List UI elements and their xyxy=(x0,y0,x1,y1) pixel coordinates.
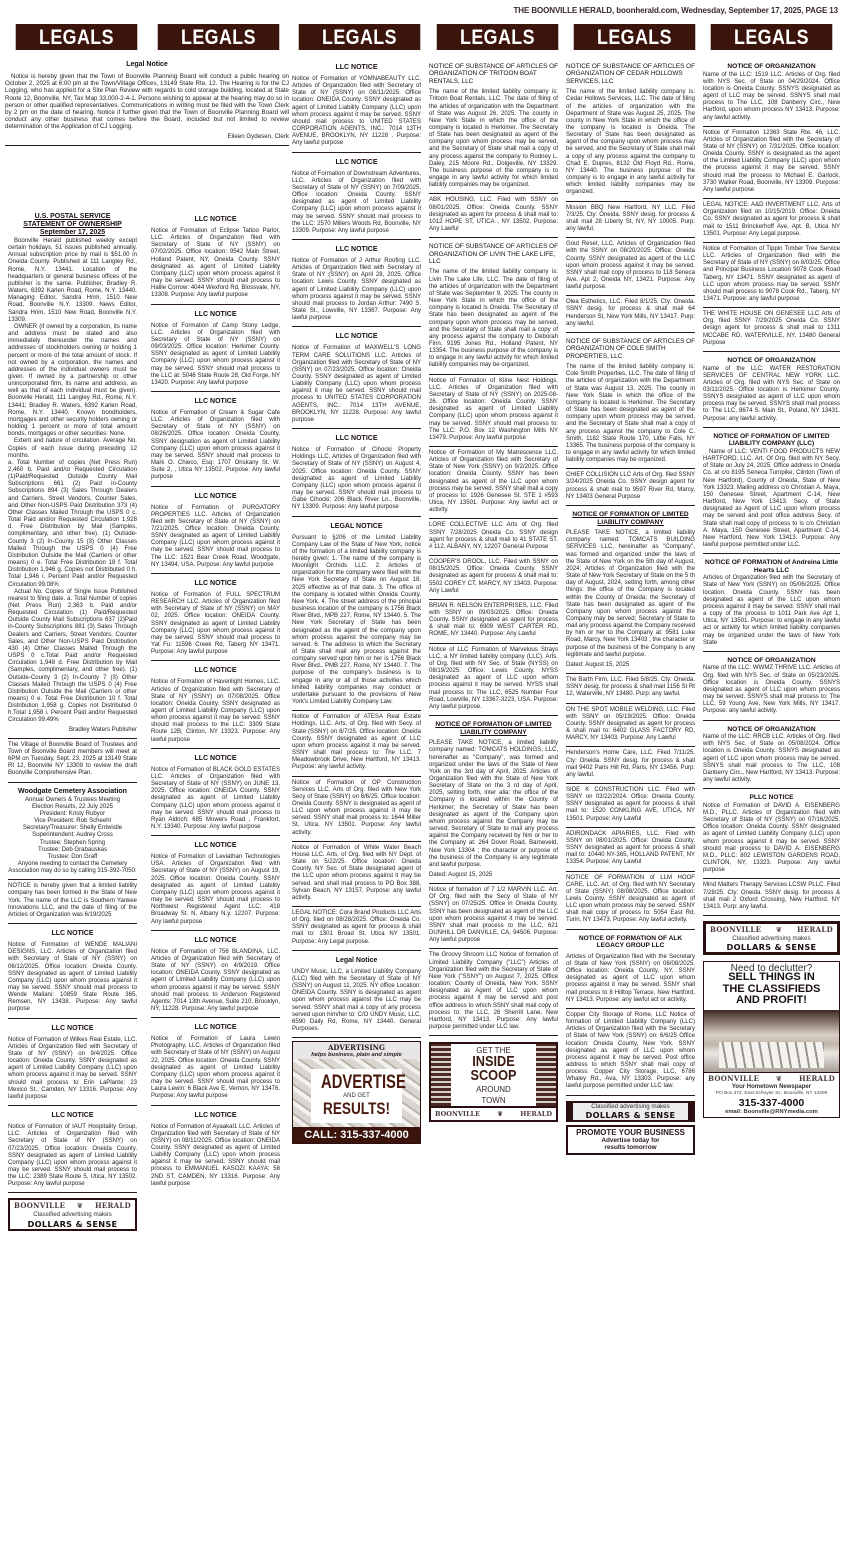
formation-notice xyxy=(566,930,695,1009)
llc-notice xyxy=(151,661,280,748)
notice-title: LLC NOTICE xyxy=(194,667,237,675)
llc-notice xyxy=(292,153,421,240)
declutter-ad[interactable] xyxy=(703,961,840,1118)
notice-body: Notice of LLC Formation of Marvelous Strays LLC, a NY limited liability company (LLC). Arts. of Org. filed with NY Sec. of State (NYSS) on 08/19/2025. Office: Lewis County. NYSS designated as agent of LLC upon whom process against it may be served. NYSS shall mail process to: The LLC, 6525 Number Four Road, Lowville, NY 13367-3223, USA. Purpose: Any lawful purpose. xyxy=(429,646,558,710)
notice-body: Notice of Formation of IAUT Hospitality Group, LLC. Articles of Organization filed with Secretary of State of NY (SSNY) on 07/23/2025. Office location: Oneida County. SSNY designated as agent of Limited Liability Company (LLC) upon whom process against it may be served. SSNY should mail process to the LLC: 2389 State Route 5, Utica, NY 13502. Purpose: Any lawful purpose xyxy=(8,1124,137,1188)
llc-notice xyxy=(292,327,421,429)
notice-body: PLEASE TAKE NOTICE, a limited liability company named: TOMCATS BUILDING SERVICES LLC, hereinafter as "Company", was formed and organized under the laws of the State of New York on the 5th day of August, 2024; Articles of Organization filed with the State of New York Secretary of State on the 5 th day of August, 2024, setting forth, among other things: the office of the Company is located within the County of Oneida; the Secretary of State has been designated as agent of the Company upon whom process against the Company may be served; Secretary of State to mail any process against the Company received by him or her to the Company at: 9581 Luke Road, Marcy, New York 13403 ; the character or purpose of the business of the Company is any legitimate and lawful purpose. xyxy=(566,530,695,658)
money-photo xyxy=(704,1010,839,1072)
ad-subline: AND GET xyxy=(343,1093,370,1100)
llc-notice xyxy=(429,556,558,600)
village-board-notice xyxy=(8,739,137,783)
southern-yankee-notice xyxy=(8,880,137,924)
notice-title: LLC NOTICE xyxy=(194,1024,237,1032)
notice-body: Notice of Formation of Kline Nest Holdings, LLC. Articles of Organization filed with Secretary of State of NY (SSNY) on 2025-08-26. Office location: Oneida County. SSNY designated as agent of Limited Liability Company (LLC) upon whom process against it may be served. SSNY should mail process to: The LLC: P.O. Box 12 Washington Mills NY 13479. Purpose: Any lawful purpose xyxy=(429,377,558,441)
ad-sub-italic: plain and simple xyxy=(356,1052,402,1059)
notice-title: LLC NOTICE xyxy=(194,216,237,223)
notice-title: LLC NOTICE xyxy=(335,158,378,166)
llc-notice xyxy=(429,375,558,447)
column-6 xyxy=(703,58,840,1558)
notice-body: Notice of Formation of BLACK GOLD ESTATES LLC. Articles of Organization filed with Secretary of State of NY (SSNY) on JUNE 13, 2025. Office location: ONEIDA County. SSNY designated as agent of Limited Liability Company (LLC) upon whom process against it may be served. SSNY should mail process to Ryan Aldrich: 685 Mowers Road , Frankfort, N.Y. 13340. Purpose: Any lawful purpose xyxy=(151,766,280,830)
notice-title: NOTICE OF ORGANIZATION xyxy=(727,63,816,70)
llc-notice xyxy=(566,828,695,872)
llc-notice xyxy=(8,1019,137,1106)
section-band: LEGALS xyxy=(299,24,421,50)
notice-title: LLC NOTICE xyxy=(51,1024,94,1032)
notice-body: UNDY Music, LLC, a Limited Liability Company (LLC) filed with the Secretary of State of NY (SSNY) on August 11, 2025. NY office Location: ONEIDA County. SSNY is designated as agent upon whom process against the LLC may be served. SSNY shall mail a copy of any process served upon him/her to: C/O UNDY Music, LLC, 6590 Daily Rd, Rome, NY 13440. General Purposes. xyxy=(292,968,421,1033)
substance-notice xyxy=(566,333,695,469)
notice-title: LLC NOTICE xyxy=(51,930,94,938)
notice-body: SIDE K CONSTRUCTION LLC. Filed with SSNY on 03/22/2024. Office: Oneida County. SSNY designated as agent for process & shall mail to: 1520 CONKLING AVE, UTICA, NY 13501. Purpose: Any Lawful xyxy=(566,786,695,822)
llc-notice xyxy=(151,305,280,392)
notice-date: Dated: August 15, 2025 xyxy=(566,661,630,668)
notice-body: Name of the LLC: WWMZ THRIVE LLC. Articles of Org. filed with NYS Sec. of State on 05/23/2025. Office location is Oneida County. SSNYS designated as agent of LLC upon whom process may be served. SSNYS shall mail process to: The LLC, 59 Young Ave, New York Mills, NY 13417. Purpose: any lawful activity. xyxy=(703,665,840,715)
pllc-notice xyxy=(703,789,840,879)
promote-business-ad[interactable] xyxy=(566,1125,695,1155)
notice-body: Notice of Formation of Cream & Sugar Cafe LLC. Articles of Organization filed with Secretary of State of NY (SSNY) on 08/26/2025. Office location: Oneida County. SSNY designation as agent of Limited Liability Company (LLC) upon whom process against it may be served. SSNY should mail process to Mark O. Chieco, Esq: 1707 Oriskany St. W. Suite 2, , Utica NY 13502. Purpose: Any lawful purpose xyxy=(151,409,280,481)
notice-title: Legal Notice xyxy=(335,956,378,964)
formation-notice xyxy=(703,428,840,554)
notice-body: The name of the limited liability company is: Livin The Lake Life, LLC. The date of filing of the articles of organization with the Department of State was September 9, 2025. The county in New York State in which the office of the company is located is Oneida. The Secretary of State has been designated as agent of the company upon whom process may be served, and the Secretary of State shall mail a copy of any process against the company to Deborah Finn, 9195 Jones Rd., Holland Patent, NY 13354. The business purpose of the company is to engage in any lawful activity for which limited liability companies may be organized. xyxy=(429,269,558,369)
notice-title: PLLC NOTICE xyxy=(749,794,794,802)
ad-line: Classified advertising makes xyxy=(33,1211,112,1219)
postal-p2: OWNER (if owned by a corporation, its name and address must be stated and also immediately thereunder the names and addresses of stockholders owning or holding 1 percent or more of the total amount of stock. If not owned by a corporation, the names and addresses of the individual owners must be given. If owned by a partnership or other unincorporated firm, its name and address, as well as that of each individual must be given). Boonville Herald, 111 Langley Rd., Rome, N.Y. 13441; Bradley R. Waters, 6392 Karlen Road, Rome, N.Y. 13440. Known bondholders, mortgages and other security holders owning or holding 1 percent or more of total amount bonds, mortgages or other securities: None. xyxy=(8,323,137,438)
column-4 xyxy=(429,58,558,1558)
notice-title: LLC NOTICE xyxy=(194,1111,237,1119)
notice-body: ABK HOUSING, LLC. Filed with SSNY on 08/01/2025. Office: Oneida County. SSNY designated as agent for process & shall mail to: 1012 HOPE ST, UTICA , NY 13502. Purpose: Any Lawful xyxy=(429,197,558,233)
llc-notice xyxy=(292,907,421,951)
notice-body: Pursuant to §206 of the Limited Liability Company Law of the State of New York, notice of the formation of a limited liability company is hereby given: 1. The name of the company is Moonlight Orchids LLC. 2. Articles of organization for the company were filed with the New York Secretary of State on August 18, 2025 effective as of that date. 3. The office of the company is located within Oneida County, New York. 4. The street address of the principal business location of the company is 1756 Black River Blvd., MPB 227, Rome, NY 13440. 5. The New York Secretary of State has been designated as the agent of the company upon whom process against the company may be served. 6. The address to which the Secretary of State shall mail any process against the company served upon him or her is 1756 Black River Blvd., PMB 227, Rome, NY 13440. 7. The purpose of the company's business is to engage in any or all of those activities which limited liability companies may conduct or undertake pursuant to the provisions of New York's Limited Liability Company Law. xyxy=(292,534,421,706)
section-band: LEGALS xyxy=(711,24,833,50)
notice-title: LLC NOTICE xyxy=(194,397,237,405)
notice-body: Notice of Formation of White Water Beach House LLC. Arts. of Org. filed with NY Dept. of State on 5/22/25. Office location: Oneida County. NY Sec. of State designated agent of the LLC upon whom process against it may be served, and shall mail process to PO Box 388, Sylvan Beach, NY 13157. Purpose: any lawful activity. xyxy=(292,844,421,901)
organization-notice xyxy=(703,721,840,790)
notice-title: NOTICE OF SUBSTANCE OF ARTICLES OF ORGANIZATION OF CEDAR HOLLOWS SERVICES, LLC xyxy=(566,63,695,85)
logo-left: BOONVILLE xyxy=(14,1201,66,1211)
llc-notice xyxy=(703,308,840,352)
cemetery-line: Annual Owners & Trustees Meeting xyxy=(24,796,121,803)
logo-left: BOONVILLE xyxy=(710,925,762,935)
column-1 xyxy=(8,210,137,1560)
ad-line: AROUND xyxy=(476,1085,511,1095)
ad-headline: ADVERTISE xyxy=(321,1072,406,1094)
cemetery-line: Election Results, 22 July 2025 xyxy=(31,803,113,810)
ad-headline: INSIDE xyxy=(472,1053,515,1071)
ad-phone[interactable]: CALL: 315-337-4000 xyxy=(293,1127,420,1143)
ad-headline: PROMOTE YOUR BUSINESS xyxy=(576,1127,685,1137)
llc-notice xyxy=(292,429,421,516)
llc-notice xyxy=(429,519,558,556)
cemetery-line: Trustee: Deb Grabauskas xyxy=(37,846,107,853)
notice-title: LLC NOTICE xyxy=(194,579,237,587)
notice-body: Notice of Formation of Tippin Timber Tree Service LLC. Articles of Organization filed with the Secretary of State of NY (SSNY) on 8/03/25. Office and Principal Business Location 9078 Cook Road Taberg, NY 13471. SSNY designated as agent of LLC upon whom process may be served. SSNY should mail process to 9078 Cook Rd., Taberg, NY 13471. Purpose: any lawful purpose xyxy=(703,245,840,302)
scoop-panel xyxy=(429,1042,558,1108)
dollars-sense-ad[interactable] xyxy=(703,921,840,955)
notice-body: Mind Matters Therapy Services LCSW PLLC. Filed 7/28/25. Cty: Oneida. SSNY desig. for process & shall mail 2 Oxford Crossing, New Hartford, NY 13413. Purp: any lawful. xyxy=(703,882,840,910)
postal-p4: a. Total Number of copies (Net Press Run) 2,460 b. Paid and/or Requested Circulation (1)Paid/Requested Outside County Mail Subscriptions 661 (2) Paid in-County Subscriptions 894 (3) Sales Through Dealers and Carriers, Street Vendors, Counter Sales, and Other Non-USPS Paid Distribution 373 (4) Other Classes Mailed Through the USPS 0 c. Total Paid and/or Requested Circulation 1,928 d. Free Distribution by Mail (Samples, complimentary, and other free). (1) Outside-County 3 (2) In-County 15 (3) Other Classes Mailed Through the USPS 0 (4) Free Distribution Outside the Mail (Carriers or other means) 0 e. Total Free Distribution 18 f. Total Distribution 1,946 g. Copies not Distributed 0 h. Total 1,946 i. Percent Paid and/or Requested Circulation 99.08% xyxy=(8,459,137,588)
notice-title: LLC NOTICE xyxy=(51,1112,94,1120)
notice-body: Notice of Formation of J Arthur Roofing LLC. Articles of Organization filed with Secretary of State of NY (SSNY) on April 28, 2025. Office location: Lewis County. SSNY designated as agent of Limited Liability Company (LLC) upon whom process against it may be served. SSNY should mail process to Jordan Arthur: 7490 S. State St., Lowville, NY 13367. Purpose: Any lawful purpose xyxy=(292,257,421,322)
notice-body: Notice of Formation of Havenlight Homes, LLC. Articles of Organization filed with Secretary of State of NY (SSNY) on 07/08/2025. Office location: Oneida County. SSNY designated as agent of Limited Liability Company (LLC) upon whom process against it may be served. SSNY should mail process to the LLC: 3309 State Route 12B, Clinton, NY 13323. Purpose: Any lawful purpose xyxy=(151,679,280,743)
notice-body: Name of the LLC: WATER RESTORATION SERVICES OF CENTRAL NEW YORK LLC. Articles of Org. filed with NYS Sec. of State on 03/11/2025. Office location is Herkimer County. SSNYS designated as agent of LLC upon whom process may be served. SSNYS shall mail process to: The LLC, 8674 S. Main St., Poland, NY 13431. Purpose: any lawful activity. xyxy=(703,365,840,422)
inside-scoop-ad[interactable] xyxy=(429,1042,558,1122)
notice-signature: Eileen Gydesen, Clerk xyxy=(227,132,289,140)
notice-body: Notice of Formation 12363 State Rte. 46, LLC. Articles of Organization filed with the Secretary of State of NY (SSNY) on 7/31/2025. Office location: Oneida County. SSNY is designated as the agent of the Limited Liability Company (LLC) upon whom the process against it may be served. SSNY should mail the process to Michael E. Garlock, 3730 Walker Road, Boonville, NY 13309. Purpose: Any lawful purpose xyxy=(703,129,840,193)
postal-title-1: U.S. POSTAL SERVICE xyxy=(34,213,111,220)
notice-body: NOTICE OF FORMATION of LLM HOOF CARE, LLC. Art. of Org. filed with NY Secretary of State (SSNY) 08/08/2025. Office location: Lewis County. SSNY designated as agent of LLC upon whom process may be served. SSNY shall mail copy of process to: 5054 East Rd, Turin, NY 13473. Purpose: Any lawful activity. xyxy=(566,874,695,924)
notice-body: Notice of Formation of My Matrescence LLC. Articles of Organization filed with Secretary of State of New York (SSNY) on 9/2/2025. Office location: Oneida County. SSNY has been designated as agent of the LLC upon whom process may be served. SSNY shall mail a copy of process to: 1926 Genesee St. STE 1 #593 Utica, NY 13501. Purpose: Any lawful act or activity. xyxy=(429,450,558,514)
notice-body: Notice of Formation of PURGATORY PROPERTIES LLC. Articles of Organization filed with Secretary of State of NY (SSNY) on 7/21/2025. Office location: Oneida County. SSNY designated as agent of Limited Liability Company (LLC) upon whom process against it may be served. SSNY should mail process to The LLC: 1521 Bear Creek Road, Woodgate, NY 13494, USA. Purpose: Any lawful purpose xyxy=(151,504,280,568)
village-board-text: The Village of Boonville Board of Trustees and Town of Boonville Board members will meet at 6PM on Tuesday, Sept. 23, 2025 at 13149 State Rt 12, Boonville NY 13309 to review the draft Boonville Comprehensive Plan. xyxy=(8,741,137,777)
southern-yankee-text: NOTICE is hereby given that a limited liability company has been formed in the State of New York. The name of the LLC is Southern Yankee Innovations LLC, and the date of filing of the Articles of Organization was 6/19/2025 xyxy=(8,883,137,918)
ad-headline: DOLLARS & SENSE xyxy=(27,1218,118,1229)
money-image xyxy=(293,1059,420,1127)
legal-notice xyxy=(292,951,421,1038)
ad-phone[interactable]: 315-337-4000 xyxy=(738,1097,805,1109)
llc-notice xyxy=(703,879,840,916)
notice-body: Notice of Formation of Camp Stony Ledge, LLC. Articles of Organization filed with Secretary of State of NY (SSNY) on 09/03/2025. Office location: Herkimer County. SSNY designated as agent of Limited Liability Company (LLC) upon whom process against it may be served. SSNY should mail process to the LLC at: 5046 State Route 28, Old Forge, NY 13420. Purpose: Any lawful purpose xyxy=(151,322,280,386)
notice-title: LLC NOTICE xyxy=(335,64,378,71)
notice-body: PLEASE TAKE NOTICE, a limited liability company named: TOMCATS HOLDINGS, LLC, hereinafter as "Company", was formed and organized under the laws of the State of New York on the 3rd day of April, 2025. Articles of Organization filed with the State of New York Secretary of State on the 3 rd day of April, 2025, setting forth, inter alia: the office of the Company is located within the County of Herkimer; the Secretary of State has been designated as agent of the Company upon whom process against the Company may be served; Secretary of State to mail any process against the Company received by him or her to the Company at: 264 Dover Road, Barneveld, New York 13304 ; the character or purpose of the business of the Company is any legitimate and lawful purpose. xyxy=(429,740,558,868)
notice-title: LLC NOTICE xyxy=(194,936,237,944)
building-icon xyxy=(431,1044,451,1106)
notice-title: Legal Notice xyxy=(126,61,168,68)
notice-date: Dated: August 15, 2025 xyxy=(429,872,493,878)
logo-left: BOONVILLE xyxy=(435,1110,481,1119)
section-band: LEGALS xyxy=(574,24,696,50)
notice-body: Notice of Formation of Cihocki Property Holdings LLC. Articles of Organization filed with Secretary of State of NY (SSNY) on August 4, 2025. Office location: Oneida County. SSNY designated as agent of Limited Liability Company (LLC) upon whom process against it may be served. SSNY should mail process to Gabe Cihocki: 206 Black River Ln., Boonville, NY 13309. Purpose: Any lawful purpose xyxy=(292,447,421,511)
cemetery-line: Superintendent: Audrey Cross xyxy=(32,832,113,839)
notice-body: Name of LLC: VENTI FOOD PRODUCTS NEW HARTFORD, LLC. Art. Of Org. filed with NY Secy. of State on July 24, 2025. Office address in Oneida Co. at c/o 8195 Seneca Turnpike, Clinton (Town of New Hartford), County of Oneida, State of New York 13323. Mailing address c/o Christian A. Maya, 150 Genesee Street, Apartment C-14, New Hartford, New York 13413. Secy. of State designated as Agent of LLC upon whom process may be served and post office address Secy. of State shall mail copy of process to is c/o Christian A. Maya, 150 Genesee Street, Apartment C-14, New Hartford, New York 13413. Purpose: Any lawful purpose permitted under LLC. xyxy=(703,448,840,548)
substance-notice xyxy=(429,58,558,194)
notice-body: Name of the LLC: RRCB LLC. Articles of Org. filed with NYS Sec. of State on 05/08/2024. Office location is Oneida County. SSNYS designated as agent of LLC upon whom process may be served. SSNYS shall mail process to The LLC, 108 Danberry Circ., New Hartford, NY 13413. Purpose: any lawful activity. xyxy=(703,734,840,784)
organization-notice xyxy=(703,652,840,721)
logo-right: HERALD xyxy=(797,925,833,935)
llc-notice xyxy=(151,749,280,836)
notice-title: NOTICE OF ORGANIZATION xyxy=(727,725,816,733)
notice-body: The name of the limited liability company is: Cedar Hollows Services, LLC. The date of filing of the articles of organization with the Department of State was August 25, 2025. The county in New York State in which the office of the company is located is Oneida. The Secretary of State has been designated as agent of the company upon whom process may be served, and the Secretary of State shall mail a copy of any process against the company to Chad E. Dupres, 8132 Old Floyd Rd., Rome, NY 13440. The business purpose of the company is to engage in any lawful activity for which limited liability companies may be organized. xyxy=(566,89,695,196)
column-5 xyxy=(566,58,695,1558)
section-band: LEGALS xyxy=(158,24,280,50)
llc-notice xyxy=(566,872,695,930)
llc-notice xyxy=(151,1018,280,1105)
notice-body: LORE COLLECTIVE LLC Arts of Org. filed SSNY 7/28/2025 Oneida Co. SSNY design agent for process & shall mail to 41 STATE ST. # 112, ALBANY, NY, 12207 General Purpose xyxy=(429,522,558,550)
notice-body: Notice of Formation of Wilkes Real Estate, LLC. Articles of Organization filed with Secretary of State of NY (SSNY) on 9/4/2025. Office location: Oneida County. SSNY designated as agent of Limited Liability Company (LLC) upon whom process against it may be served. SSNY should mail process to Erin LaPlante: 23 Mexico St., Camden, NY 13316. Purpose: Any lawful purpose xyxy=(8,1036,137,1100)
substance-notice xyxy=(566,58,695,202)
cemetery-title: Woodgate Cemetery Association xyxy=(18,787,127,795)
notice-body: Notice of Formation of 756 BLANDINA, LLC. Articles of Organization filed with Secretary of State of NY (SSNY) on 4/9/2019. Office location: ONEIDA County. SSNY designated as agent of Limited Liability Company (LLC) upon whom process against it may be served. SSNY should mail process to Anderson Registered Agents: 7014 13th Avenue, Suite 210, Brooklyn, NY, 11228. Purpose: Any lawful purpose xyxy=(151,948,280,1012)
llc-notice xyxy=(292,240,421,327)
llc-notice xyxy=(566,747,695,784)
notice-body: The Barth Firm, LLC. Filed 5/8/25. Cty: Oneida. SSNY desig. for process & shall mail 1156 St Rt 12, Waterville, NY 13480. Purp: any lawful. xyxy=(566,677,695,698)
llc-notice xyxy=(566,238,695,296)
logo-right: HERALD xyxy=(799,1073,835,1083)
llc-notice xyxy=(292,842,421,907)
llc-notice xyxy=(566,202,695,239)
notice-body: Olea Esthetics, LLC. Filed 8/1/25. Cty: Oneida. SSNY desig. for process & shall mail 64 Henderson St, New York Mills, NY 13417. Purp: any lawful. xyxy=(566,299,695,327)
section-band: LEGALS xyxy=(437,24,559,50)
notice-body: The name of the limited liability company is: Cole Smith Properties, LLC. The date of filing of the articles of organization with the Department of State was August 13, 2025. The county in New York State in which the office of the company is located is Herkimer. The Secretary of State has been designated as agent of the company upon whom process may be served, and the Secretary of State shall mail a copy of any process against the company to Cole C. Smith, 1182 State Route 170, Little Falls, NY 13365. The business purpose of the company is to engage in any lawful activity for which limited liability companies may be organized. xyxy=(566,364,695,464)
llc-notice xyxy=(151,574,280,661)
notice-body: ADIRONDACK APIARIES, LLC. Filed with SSNY on 08/01/2025. Office: Oneida County. SSNY designated as agent for process & shall mail to: 10440 NY-365, HOLLAND PATENT, NY 13354. Purpose: Any Lawful xyxy=(566,830,695,866)
llc-notice xyxy=(151,392,280,487)
llc-notice xyxy=(703,127,840,199)
notice-title: NOTICE OF SUBSTANCE OF ARTICLES OF ORGANIZATION OF COLE SMITH PROPERTIES, LLC xyxy=(566,337,695,360)
llc-notice xyxy=(429,447,558,519)
notice-body: THE WHITE HOUSE ON GENESEE LLC Arts of Org. filed SSNY 7/29/2025 Oneida Co. SSNY design agent for process & shall mail to 1311 MCCABE RD, WATERVILLE, NY, 13480 General Purpose xyxy=(703,311,840,346)
llc-notice xyxy=(566,704,695,748)
ad-headline-2: RESULTS! xyxy=(323,1099,390,1119)
notice-title: LLC NOTICE xyxy=(335,245,378,253)
postal-p3: Extent and nature of circulation. Average No. Copies of each issue during preceding 12 months. xyxy=(8,438,137,459)
notice-title: NOTICE OF SUBSTANCE OF ARTICLES OF ORGANIZATION OF LIVIN THE LAKE LIFE, LLC xyxy=(429,243,558,265)
llc-notice xyxy=(151,1106,280,1192)
llc-notice xyxy=(429,644,558,716)
notice-body: Notice of Formation of OP Construction Services LLC. Arts of Org. filed with New York Secy of State (SSNY) on 8/6/25. Office location: Oneida County. SSNY is designated as agent of LLC upon whom process against it may be served. SSNY shall mail process to: 1644 Miller St, Utica, NY 13501. Purpose: Any lawful activity. xyxy=(292,779,421,836)
ad-headline: DOLLARS & SENSE xyxy=(726,942,817,953)
cemetery-line: Trustee: Stephen Spring xyxy=(39,839,106,846)
cemetery-line: Vice President: Rob Scheehl xyxy=(34,818,111,825)
postal-statement xyxy=(8,210,137,739)
notice-body: Notice of Formation of Leviathan Technologies USA. Articles of Organization filed with Secretary of State of NY (SSNY) on August 19, 2025. Office location: Oneida County. SSNY designated as agent of Limited Liability Company (LLC) upon whom process against it may be served. SSNY should mail process to Northwest Registered Agent LLC: 418 Broadway St. N, Albany N.y. 12207. Purpose: Any lawful purpose xyxy=(151,854,280,925)
ad-headline: AND PROFIT! xyxy=(736,994,807,1007)
cemetery-line: Secretary/Treasurer: Shelly Entwistle xyxy=(22,825,123,832)
notice-body: Notice of Formation of FULL SPECTRUM RESEARCH LLC. Articles of Organization filed with Secretary of State of NY (SSNY) on MAY 02, 2025. Office location: ONEIDA County. SSNY designated as agent of Limited Liability Company (LLC) upon whom process against it may be served. SSNY should mail process to Yat Fu: 11596 Creek Rd, Taberg NY 13471. Purpose: Any lawful purpose xyxy=(151,591,280,656)
herald-logo xyxy=(706,924,837,935)
llc-notice xyxy=(566,469,695,506)
llc-notice xyxy=(703,199,840,243)
notice-title: NOTICE OF FORMATION OF LIMITED LIABILITY COMPANY (LLC) xyxy=(713,432,830,448)
building-icon xyxy=(536,1044,556,1106)
notice-body: Notice of Formation of ATESA Real Estate Holdings, LLC. Arts. of Org. filed with Secy. of State (SSNY) on 8/7/25. Office location: Oneida County. SSNY designated as agent of LLC upon whom process against it may be served. SSNY shall mail process to: The LLC, 7 Meadowbrook Drive, New Hartford, NY 13413. Purpose: any lawful activity. xyxy=(292,714,421,771)
postal-signature: Bradley Waters Publisher xyxy=(69,726,137,733)
ad-address: PO Box 372, East Schuyler St., Boonville, NY 13309 xyxy=(715,1090,828,1096)
notice-body: Articles of Organization filed with the Secretary of State of New York (SSNY) on 08/08/2025. Office location: Oneida County, NY. SSNY designated as agent of LLC upon whom process against it may be served. SSNY shall mail process to 8 Hilltop Terrace, New Hartford, NY 13413. Purpose: any lawful act or activity. xyxy=(566,953,695,1003)
llc-notice xyxy=(429,949,558,1036)
formation-notice xyxy=(566,506,695,674)
ornament-icon: ❦ xyxy=(497,1110,503,1119)
notice-body: Notice of formation of 7 1/2 MARVIN LLC. Art. Of Org. filed with the Secy of State of NY (SSNY) on 07/25/25. Office in Oneida County. SSNY has been designated as agent of the LLC upon whom process against it may be served. SSNY shall mail process to the LLC, 621 DUNHILL DR DANVILLE, CA, 94506. Purpose: Any lawful purpose xyxy=(429,887,558,944)
organization-notice xyxy=(703,58,840,127)
notice-title: NOTICE OF ORGANIZATION xyxy=(727,656,816,664)
notice-body: Copper City Storage of Rome, LLC Notice of formation of Limited Liability Company (LLC) Articles of Organization filed with the Secretary of State of New York (SSNY) on: 6/6/25 Office location: Oneida County, New York. SSNY designated as agent of LLC upon whom process against it may be served. Post office address to which SSNY shall mail copy of process: Copper City Storage, LLC, 6786 Whaley Rd., Ava, NY 13303. Purpose: any lawful purpose permitted under LLC law. xyxy=(566,1011,695,1090)
llc-notice xyxy=(429,600,558,644)
llc-notice xyxy=(566,784,695,828)
llc-notice xyxy=(429,884,558,949)
ad-tagline: Your Hometown Newspaper xyxy=(731,1083,812,1090)
ad-headline: THE CLASSIFIEDS xyxy=(722,982,821,995)
ad-line: Classified advertising makes xyxy=(591,1102,670,1110)
dollars-sense-ad[interactable] xyxy=(8,1198,137,1230)
notice-body: Notice of Formation of Eclipse Tattoo Parlor, LLC. Articles of Organization filed with Secretary of State of NY (SSNY) on 07/02/2025. Office location: 9542 Main Street, Holland Patent, NY, Oneida County. SSNY designated as agent of Limited Liability Company (LLC) upon whom process against it may be served. SSNY should mail process to Hallie Corrow: 4044 Wexford Rd, Blossvale, NY, 13308. Purpose: Any lawful purpose xyxy=(151,228,280,299)
ad-line: Classified advertising makes xyxy=(732,935,811,943)
column-2 xyxy=(151,210,280,1560)
ad-line: Advertise today for xyxy=(601,1136,660,1144)
notice-body: Notice of Formation of WENDE MALIANI DESIGNS, LLC. Articles of Organization filed with Secretary of State of NY (SSNY) on 06/12/2025. Office location: Oneida County. SSNY designated as agent of Limited Liability Company (LLC) upon whom process against it may be served. SSNY should mail process to Wende Maliani: 10859 State Route 365, Remsen, NY 13438. Purpose: Any lawful purpose xyxy=(8,942,137,1013)
notice-title: NOTICE OF FORMATION OF LIMITED LIABILITY COMPANY xyxy=(572,510,689,526)
llc-notice xyxy=(566,296,695,333)
notice-body: Notice of Formation of Downstream Adventures, LLC. Articles of Organization filed with Secretary of State of NY (SSNY) on 7/09/2025. Office location: Oneida County. SSNY designated as agent of Limited Liability Company (LLC) upon whom process against it may be served. SSNY should mail process to the LLC: 2570 Millers Woods Rd, Boonville, NY 13309. Purpose: Any lawful purpose xyxy=(292,170,421,234)
ad-inner xyxy=(311,1069,406,1123)
herald-logo xyxy=(704,1072,839,1084)
llc-notice xyxy=(8,924,137,1019)
ad-headline: SELL THINGS IN xyxy=(728,971,815,984)
notice-body: Articles of Organization filed with the Secretary of State of New York (SSNY) on 05/06/2025. Office location: Oneida County. SSNY has been designated as agent of the LLC upon whom process against it may be served. SSNY shall mail a copy of the process to 1011 Park Ave Apt 1, Utica, NY 13501. Purpose: to engage in any lawful act or activity for which limited liability companies may be organized under the laws of New York State xyxy=(703,575,840,646)
notice-body: Notice of Formation of Ayaakal1 LLC. Articles of Organization filed with Secretary of State of NY (SSNY) on 08/11/2025. Office location: ONEIDA County. SSNY designated as agent of Limited Liability Company (LLC) upon whom process against it may be served. SSNY should mail process to EMMANUEL KASOZI KAAYA: 58 2ND ST, CAMDEN, NY 13316. Purpose: Any lawful purpose xyxy=(151,1123,280,1187)
llc-notice xyxy=(151,487,280,574)
notice-title: NOTICE OF FORMATION OF LIMITED LIABILITY COMPANY xyxy=(435,721,552,736)
llc-notice xyxy=(151,210,280,305)
postal-title-2: STATEMENT OF OWNERSHIP xyxy=(23,221,122,228)
llc-notice xyxy=(151,931,280,1018)
notice-body: BRIAN R. NELSON ENTERPRISES, LLC. Filed with SSNY on 09/03/2025. Office: Oneida County. SSNY designated as agent for process & shall mail to: 6909 WEST CARTER RD, ROME, NY 13440. Purpose: Any Lawful xyxy=(429,602,558,638)
notice-body: COOPER'S DROOL, LLC. Filed with SSNY on 08/15/2025. Office: Oneida County. SSNY designated as agent for process & shall mail to: 5502 COREY CT, MARCY, NY 13403. Purpose: Any Lawful xyxy=(429,559,558,594)
notice-body: CHIEF COLLISION LLC Arts of Org. filed SSNY 3/24/2025 Oneida Co. SSNY design agent for process & shall mail to 9597 River Rd, Marcy, NY 13403 General Purpose xyxy=(566,472,695,500)
notice-body: Name of the LLC: 1519 LLC. Articles of Org. filed with NYS Sec. of State on 04/29/2024. Office location is Oneida County. SSNYS designated as agent of LLC may be served. SSNYS shall mail process to The LLC, 108 Danberry Circ., New Hartford, upon whom process NY 13413. Purpose: any lawful activity. xyxy=(703,71,840,121)
ad-headline: DOLLARS & SENSE xyxy=(585,1109,676,1120)
ad-line: GET THE xyxy=(476,1046,511,1056)
substance-notice xyxy=(429,238,558,374)
notice-body: LEGAL NOTICE: A&D INVERTMENT LLC, Arts of Organization filed on 10/15/2019. Office: Oneida Co. SSNY designated as agent for process & shall mail to 1511 Brinckerhoff Ave, Apt. B, Utica NY 13501. Purpose: Any Legal purpose. xyxy=(703,202,840,237)
llc-notice xyxy=(292,777,421,842)
ornament-icon: ❦ xyxy=(776,1073,783,1083)
notice-title: LLC NOTICE xyxy=(194,492,237,500)
notice-title: LLC NOTICE xyxy=(335,333,378,341)
notice-title: LLC NOTICE xyxy=(194,842,237,850)
llc-notice xyxy=(151,836,280,931)
llc-notice xyxy=(566,1009,695,1096)
notice-body: Notice of Formation of YOMNABEAUTY LLC. Articles of Organization filed with Secretary of State of NY (SSNY) on 08/11/2025. Office location: ONEIDA County. SSNY designated as agent of Limited Liability Company (LLC) upon whom process against it may be served. SSNY should mail process to UNITED STATES CORPORATION AGENTS, INC.: 7014 13TH AVENUE, BROOKLYN, NY 11228 . Purpose: Any lawful purpose xyxy=(292,76,421,147)
llc-notice xyxy=(703,243,840,308)
ad-line: results tomorrow xyxy=(604,1144,657,1152)
postal-title-3: September 17, 2025 xyxy=(39,229,106,236)
ornament-icon: ❦ xyxy=(77,1201,84,1211)
notice-body: The Groovy Shroom LLC Notice of formation of Limited Liability Company ("LLC") Articles of Organization filed with the Secretary of State of New York ("SSNY") on August 7, 2025. Office location: County of Oneida, New York. SSNY designated as Agent of LLC upon whom process against it may be served and post office address to which SSNY shall mail copy of process to: the LLC, 26 Sherrill Lane, New Hartford, NY 13413. Purpose: Any lawful purpose permitted under LLC law. xyxy=(429,952,558,1030)
notice-title: NOTICE OF ORGANIZATION xyxy=(727,356,816,364)
legal-notice xyxy=(292,517,421,712)
notice-body: Gout Reset, LLC. Articles of Organization filed with the SSNY on 08/20/2025. Office: Oneida County. SSNY designated as agent of the LLC upon whom process against it may be served. SSNY shall mail copy of process to 118 Seneca Ave, Apt 2, Oneida NY, 13421. Purpose: Any lawful purpose. xyxy=(566,241,695,291)
cemetery-contact: Anyone needing to contact the Cemetery Association may do so by calling 315-392-7050. xyxy=(8,860,137,875)
formation-notice xyxy=(429,716,558,884)
logo-right: HERALD xyxy=(520,1110,552,1119)
notice-title: NOTICE OF FORMATION of Andreina Little Hearts LLC xyxy=(705,559,838,574)
cemetery-line: Trustee: Don Graff xyxy=(47,853,98,860)
notice-title: LLC NOTICE xyxy=(194,754,237,762)
notice-body: Henderson's Home Care, LLC. Filed 7/11/25. Cty: Oneida. SSNY desig. for process & shall mail 9402 Paris Hill Rd, Paris, NY 13456. Purp: any lawful. xyxy=(566,750,695,778)
ad-headline: SCOOP xyxy=(470,1067,517,1085)
ad-email[interactable]: email: Boonville@RNYmedia.com xyxy=(725,1109,818,1115)
notice-body: Notice of Formation of DAVID A. EISENBERG M.D., PLLC. Articles of Organization filed with Secretary of State of NY (SSNY) on 07/16/2025. Office location: Oneida County. SSNY designated as agent of Limited Liability Company (LLC) upon whom process against it may be served. SSNY should mail process to DAVID A. EISENBERG M.D., PLLC: 802 LEWISTON GARDENS ROAD, CLINTON, NY, 13323. Purpose: Any lawful purpose xyxy=(703,802,840,874)
llc-notice xyxy=(566,674,695,703)
ad-question: Need to declutter? xyxy=(730,963,813,975)
ad-sub: helps business, xyxy=(311,1052,357,1059)
notice-title: NOTICE OF FORMATION OF ALK LEGACY GROUP LLC xyxy=(578,934,683,950)
dollars-sense-ad[interactable] xyxy=(566,1101,695,1122)
section-band: LEGALS xyxy=(16,24,138,50)
masthead: THE BOONVILLE HERALD, boonherald.com, Wednesday, September 17, 2025, PAGE 13 xyxy=(513,6,838,15)
notice-body: The name of the limited liability company is: Tritoon Boat Rentals, LLC. The date of filing of the articles of organization with the Department of State was August 26, 2025. The county in New York State in which the office of the company is located is Herkimer. The Secretary of State has been designated as agent of the company upon whom process may be served, and the Secretary of State shall mail a copy of any process against the company to Rodney L. Daley, 215 Moore Rd., Dolgeville, NY 13329. The business purpose of the company is to engage in any lawful activity for which limited liability companies may be organized. xyxy=(429,89,558,189)
ornament-icon: ❦ xyxy=(776,925,783,935)
legal-notice-planning-board xyxy=(5,58,289,146)
notice-body: LEGAL NOTICE: Cora Brand Products LLC Arts of Org. filed on 08/28/2025. Office: Oneida Co. SSNY designated as agent for process & shall mail to: 1301 Broad St. Utica NY 13501. Purpose: Any Legal purpose. xyxy=(292,910,421,945)
logo-right: HERALD xyxy=(95,1201,131,1211)
notice-body: ON THE SPOT MOBILE WELDING, LLC. Filed with SSNY on 05/19/2025. Office: Oneida County. SSNY designated as agent for process & shall mail to: 6402 GLASS FACTORY RD, MARCY, NY 13403. Purpose: Any Lawful xyxy=(566,706,695,742)
formation-notice xyxy=(703,554,840,652)
column-3 xyxy=(292,58,421,1558)
postal-p5: Actual No. Copies of Single Issue Published nearest to filing date. a. Total Number of copies (Net Press Run) 2,363 b. Paid and/or Requested Circulation (1) Paid/Requested Outside County Mail Subscriptions 637 (2)Paid in-County Subscriptions 881 (3) Sales Through Dealers and Carriers, Street Vendors, Counter Sales, and Other Non-USPS Paid Distribution 430 (4) Other Classes Mailed Through the USPS 0 c.Total Paid and/or Requested Circulation 1,948 d. Free Distribution by Mail (Samples, complimentary, and other free). (1) Outside-County 3 (2) In-County 7 (3) Other Classes Mailed Through the USPS 0 (4) Free Distribution Outside the Mail (Carriers or other means) 0 e. Total Free Distribution 10 f. Total Distribution 1,958 g. Copies not Distributed 0 h.Total 1,958 i. Percent Paid and/or Requested Circulation 99.49% xyxy=(8,588,137,724)
notice-title: LLC NOTICE xyxy=(335,435,378,443)
ad-head-title: ADVERTISING xyxy=(327,1043,386,1053)
notice-body: Notice of Formation of MAXWELL'S LONG TERM CARE SOLUTIONS LLC. Articles of Organization filed with Secretary of State of NY (SSNY) on 07/23/2025. Office location: Oneida County. SSNY designated as agent of Limited Liability Company (LLC) upon whom process against it may be served. SSNY should mail process to UNITED STATES CORPORATION AGENTS, INC.: 7014 13TH AVENUE, BROOKLYN, NY 11228. Purpose: Any lawful purpose xyxy=(292,345,421,423)
llc-notice xyxy=(429,194,558,238)
postal-p1: Boonville Herald published weekly except certain holidays, 51 issues published annually. Annual subscription price by mail is $51.00 in Oneida County. Published at 111 Langley Rd., Rome, N.Y. 13441. Location of the headquarters or general business offices of the publisher is the same. Publisher, Bradley R. Waters, 6392 Karlen Road, Rome, N.Y. 13440. Managing Editor, Sandra Hrim, 1510 New Road, Boonville N.Y. 13309. News Editor, Sandra Hrim, 1510 New Road, Boonville N.Y. 13309. xyxy=(8,238,137,323)
organization-notice xyxy=(703,352,840,428)
ad-head xyxy=(293,1042,420,1059)
llc-notice xyxy=(8,1106,137,1193)
logo-left: BOONVILLE xyxy=(708,1073,760,1083)
notice-title: LLC NOTICE xyxy=(194,310,237,318)
herald-logo xyxy=(429,1108,558,1122)
cemetery-notice xyxy=(8,783,137,881)
notice-title: LEGAL NOTICE xyxy=(330,522,383,530)
llc-notice xyxy=(292,58,421,153)
llc-notice xyxy=(292,711,421,776)
cemetery-line: President: Kristy Rubyor xyxy=(39,810,106,817)
ad-line: TOWN xyxy=(481,1096,506,1106)
notice-body: Mission BBQ New Hartford, NY LLC. Filed 7/3/25. Cty: Oneida. SSNY desig. for process & shall mail 28 Liberty St, NY, NY 10005. Purp: any lawful. xyxy=(566,204,695,233)
advertise-results-ad[interactable] xyxy=(292,1041,421,1144)
herald-logo xyxy=(10,1200,135,1211)
notice-body: Notice is hereby given that the Town of Boonville Planning Board will conduct a public hearing on October 2, 2025 at 6:00 pm at the Town/Village Offices, 13149 State Rte. 12. The Hearing is for the CJ Logging, who has applied for a Site Plan Review with regards to cold storage building, located at State Route 12, Boonville, NY, Tax Map 33.000-2-4-1. Persons wishing to appear at the hearing may do so in person or other qualified representatives. Communications in writing must be filed with the Town Clerk by 2 pm on the date of hearing. Notice if further given that the Town of Boonville Planning Board will conduct any other business that comes before the Board, included but not limited to review determination of the Application of CJ Logging. xyxy=(5,73,289,131)
notice-body: Notice of Formation of Laura Lewin Photography, LLC. Articles of Organization filed with Secretary of State of NY (SSNY) on August 22, 2025. Office location: Oneida County. SSNY designated as agent of Limited Liability Company (LLC) upon whom process against it may be served. SSNY should mail process to Laura Lewin: 6 Black Ave E, Vernon, NY 13476. Purpose: Any lawful purpose xyxy=(151,1036,280,1100)
notice-title: NOTICE OF SUBSTANCE OF ARTICLES OF ORGANIZATION OF TRITOON BOAT RENTALS, LLC xyxy=(429,63,558,85)
